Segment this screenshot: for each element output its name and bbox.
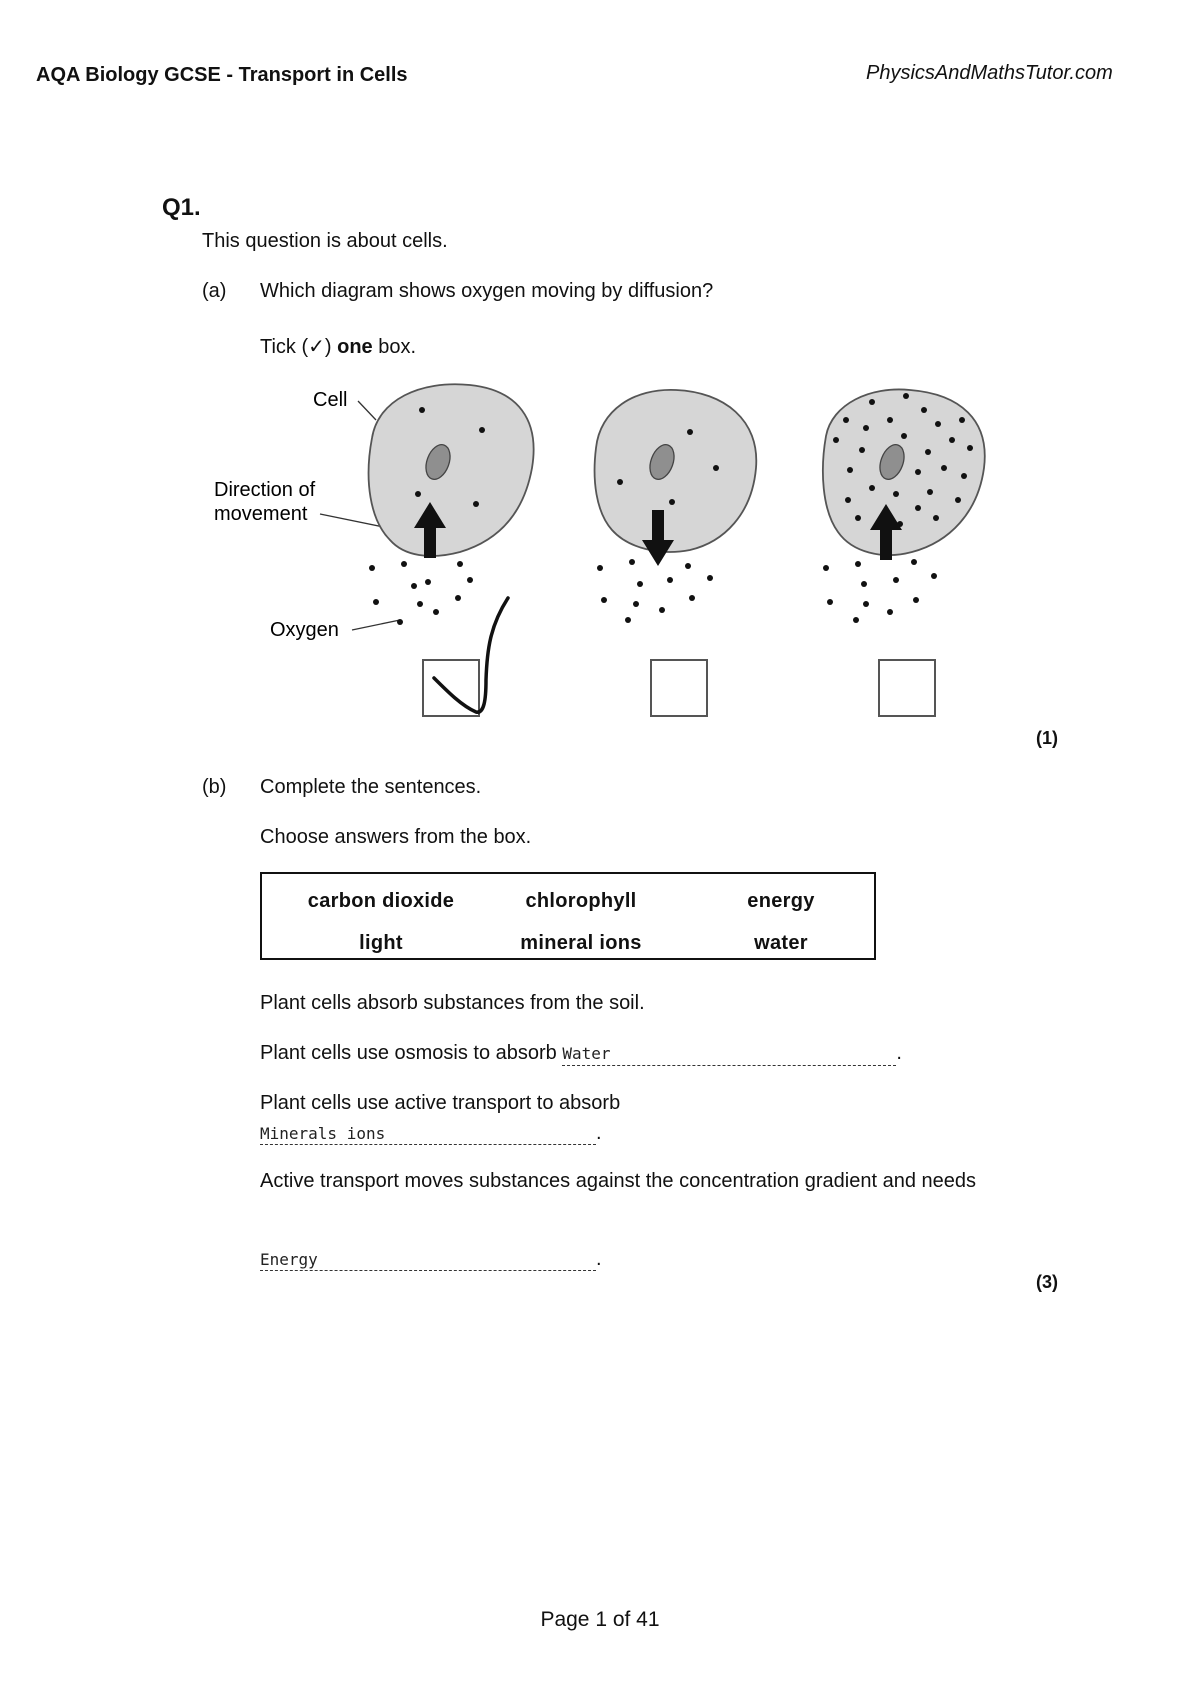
sentence-osmosis: [260, 1042, 902, 1066]
cell-membrane: [823, 389, 985, 555]
label-cell: Cell: [313, 389, 348, 411]
part-b-marks: (3): [1036, 1272, 1058, 1292]
leader-line-oxygen: [352, 620, 400, 630]
leader-line-cell: [358, 401, 376, 420]
answer-line-2[interactable]: [260, 1124, 596, 1145]
tick-bold-word: one: [337, 336, 373, 358]
answer-row-3: [260, 1248, 602, 1271]
sentence-osmosis-text: Plant cells use osmosis to absorb: [260, 1042, 563, 1064]
answer-row-2: [260, 1122, 602, 1145]
sentence-energy: Active transport moves substances against the concentration gradient and needs: [260, 1170, 976, 1192]
sentence-active-transport: Plant cells use active transport to absorb: [260, 1092, 621, 1114]
answer-water: Water: [562, 1044, 611, 1063]
question-number: Q1.: [162, 194, 201, 221]
answer-energy: Energy: [260, 1250, 318, 1269]
word-option: carbon dioxide: [307, 890, 455, 912]
sentence-soil: Plant cells absorb substances from the soil.: [260, 992, 645, 1014]
tick-box-2[interactable]: [651, 660, 707, 716]
part-a-marks: (1): [1036, 728, 1058, 748]
word-box: [260, 872, 876, 960]
period: .: [896, 1042, 902, 1064]
label-direction-line2: movement: [214, 503, 308, 525]
tick-suffix: box.: [372, 336, 417, 358]
part-b-prompt: Complete the sentences.: [260, 776, 482, 798]
word-option: energy: [747, 890, 815, 912]
diffusion-diagram: [0, 0, 1200, 760]
part-a-letter: (a): [202, 280, 227, 302]
part-b-letter: (b): [202, 776, 227, 798]
cell-membrane: [369, 384, 534, 556]
oxygen-dots-outside-1: [369, 561, 473, 625]
part-a-prompt: Which diagram shows oxygen moving by diffusion?: [260, 280, 714, 302]
cell-diagram-1: [369, 384, 534, 625]
oxygen-dots-outside-3: [823, 559, 937, 623]
period: .: [596, 1248, 602, 1270]
document-header-site: PhysicsAndMathsTutor.com: [866, 62, 1113, 84]
word-option: mineral ions: [520, 932, 642, 954]
handwritten-tick-icon: [434, 598, 508, 712]
period: .: [596, 1122, 602, 1144]
word-option: light: [359, 932, 403, 954]
part-b-instruction: Choose answers from the box.: [260, 826, 532, 848]
answer-line-3[interactable]: [260, 1250, 596, 1271]
word-option: chlorophyll: [525, 890, 637, 912]
label-direction-line1: Direction of: [214, 479, 316, 501]
tick-box-3[interactable]: [879, 660, 935, 716]
cell-diagram-2: [595, 390, 757, 623]
word-option: water: [754, 932, 808, 954]
answer-mineral-ions: Minerals ions: [260, 1124, 386, 1143]
cell-membrane: [595, 390, 757, 552]
document-header-title: AQA Biology GCSE - Transport in Cells: [36, 64, 408, 86]
tick-prefix: Tick (✓): [260, 336, 338, 358]
page-number: Page 1 of 41: [540, 1608, 660, 1631]
cell-diagram-3: [823, 389, 985, 623]
answer-line-1[interactable]: [562, 1042, 896, 1066]
question-intro: This question is about cells.: [202, 230, 448, 252]
oxygen-dots-outside-2: [597, 559, 713, 623]
label-oxygen: Oxygen: [270, 619, 339, 641]
